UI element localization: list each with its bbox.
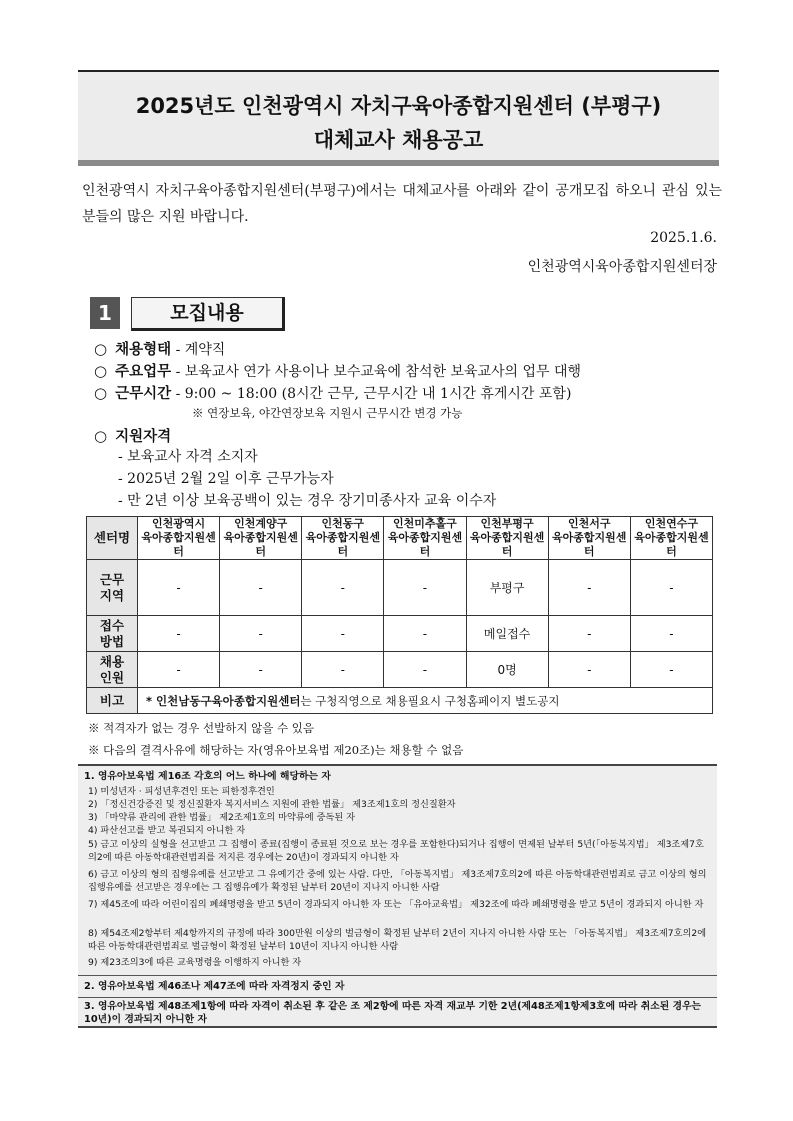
row-label: 근무 지역: [87, 560, 138, 616]
center-name: 인천광역시: [151, 517, 206, 530]
table-cell: -: [630, 616, 712, 652]
center-name: 인천미추홀구: [393, 517, 457, 530]
circle-bullet-icon: ○: [94, 340, 108, 358]
section-title: 모집내용: [131, 297, 285, 331]
issuer-name: 인천광역시육아종합지원센터장: [527, 259, 717, 275]
header-cell: [220, 517, 302, 560]
table-row: [87, 560, 713, 616]
table-cell: -: [138, 560, 220, 616]
divider: [78, 997, 717, 998]
table-cell: -: [384, 560, 466, 616]
table-cell: -: [384, 616, 466, 652]
table-cell: -: [548, 652, 630, 688]
header-cell: [466, 517, 548, 560]
table-cell: -: [220, 652, 302, 688]
item-work-hours: [94, 382, 571, 403]
center-name-suffix: 육아종합지원센터: [469, 531, 545, 558]
warning-note: ※ 다음의 결격사유에 해당하는 자(영유아보육법 제20조)는 채용할 수 없음: [88, 743, 464, 757]
header-cell: 센터명: [87, 517, 138, 560]
page-subtitle: 대체교사 채용공고: [313, 128, 484, 152]
disq-item: 6) 금고 이상의 형의 집행유예를 선고받고 그 유예기간 중에 있는 사람. 다만, 「아동복지법」 제3조제7호의2에 따른 아동학대관련범죄로 금고 이상의 형의 집행유예를 선고받은 경우에는 그 집행유예가 확정된 날부터 20년이 지나지 아니한 사람: [88, 869, 707, 893]
table-cell: -: [302, 652, 384, 688]
disq-item: 2) 「정신건강증진 및 정신질환자 복지서비스 지원에 관한 법률」 제3조제1호의 정신질환자: [88, 799, 456, 810]
center-name: 인천부평구: [480, 517, 534, 530]
table-cell: -: [220, 560, 302, 616]
table-remark-row: [87, 688, 713, 714]
qualification-item: - 2025년 2월 2일 이후 근무가능자: [118, 471, 334, 487]
disq-heading: 3. 영유아보육법 제48조제1항에 따라 자격이 취소된 후 같은 조 제2항에 따른 자격 재교부 기한 2년(제48조제1항제3호에 따라 취소된 경우는 10년)이 경과되지 아니한 자: [84, 1001, 702, 1025]
header-cell: [384, 517, 466, 560]
item-text: - 계약직: [171, 342, 226, 358]
center-name: 인천서구: [567, 517, 611, 530]
item-employment-type: [94, 338, 225, 359]
center-name-suffix: 육아종합지원센터: [305, 531, 380, 558]
table-cell: -: [220, 616, 302, 652]
table-cell: 메일접수: [466, 616, 548, 652]
disq-item: 4) 파산선고를 받고 복권되지 아니한 자: [88, 825, 246, 836]
table-cell: -: [630, 560, 712, 616]
center-name: 인천계양구: [234, 517, 288, 530]
header-cell: [630, 517, 712, 560]
table-cell: -: [548, 560, 630, 616]
item-label: 지원자격: [115, 429, 172, 445]
row-label: 접수 방법: [87, 616, 138, 652]
page-title: 2025년도 인천광역시 자치구육아종합지원센터 (부평구): [135, 94, 662, 118]
qualification-item: - 보육교사 자격 소지자: [118, 449, 258, 465]
table-row: [87, 616, 713, 652]
table-cell: -: [302, 616, 384, 652]
table-cell: -: [138, 652, 220, 688]
table-cell: -: [302, 560, 384, 616]
center-name-suffix: 육아종합지원센터: [552, 531, 627, 558]
disq-heading: 2. 영유아보육법 제46조나 제47조에 따라 자격정지 중인 자: [84, 981, 345, 992]
title-underline: [78, 160, 719, 166]
item-qualifications: [94, 425, 171, 446]
table-cell: 0명: [466, 652, 548, 688]
header-cell: [302, 517, 384, 560]
remark-cell: [138, 688, 713, 714]
header-cell: [138, 517, 220, 560]
row-label: 채용 인원: [87, 652, 138, 688]
center-name-suffix: 육아종합지원센터: [387, 531, 463, 558]
disq-item: 1) 미성년자 · 피성년후견인 또는 피한정후견인: [88, 786, 275, 797]
table-cell: -: [630, 652, 712, 688]
disq-heading: 1. 영유아보육법 제16조 각호의 어느 하나에 해당하는 자: [84, 771, 331, 782]
item-main-duty: [94, 360, 581, 381]
table-header-row: [87, 517, 713, 560]
divider: [78, 975, 717, 976]
center-name: 인천동구: [321, 517, 365, 530]
table-cell: -: [548, 616, 630, 652]
disq-item: 9) 제23조의3에 따른 교육명령을 이행하지 아니한 자: [88, 957, 302, 968]
disq-item: 7) 제45조에 따라 어린이집의 폐쇄명령을 받고 5년이 경과되지 아니한 자 또는 「유아교육법」 제32조에 따라 폐쇄명령을 받고 5년이 경과되지 아니한 자: [88, 899, 704, 910]
announcement-date: 2025.1.6.: [650, 230, 717, 246]
center-name-suffix: 육아종합지원센터: [223, 531, 298, 558]
intro-paragraph: 인천광역시 자치구육아종합지원센터(부평구)에서는 대체교사를 아래와 같이 공개모집 하오니 관심 있는 분들의 많은 지원 바랍니다.: [82, 183, 722, 225]
item-label: 채용형태: [115, 342, 172, 358]
recruitment-table: [86, 516, 713, 714]
circle-bullet-icon: ○: [94, 427, 108, 445]
table-row: [87, 652, 713, 688]
warning-note: ※ 적격자가 없는 경우 선발하지 않을 수 있음: [88, 721, 314, 735]
table-cell: -: [138, 616, 220, 652]
center-name: 인천연수구: [644, 517, 698, 530]
center-name-suffix: 육아종합지원센터: [634, 531, 709, 558]
section-number: 1: [90, 297, 120, 329]
disqualification-box: [78, 764, 717, 1028]
item-text: - 보육교사 연가 사용이나 보수교육에 참석한 보육교사의 업무 대행: [171, 364, 582, 380]
disq-item: 3) 「마약류 관리에 관한 법률」 제2조제1호의 마약류에 중독된 자: [88, 812, 355, 823]
center-name-suffix: 육아종합지원센터: [141, 531, 216, 558]
circle-bullet-icon: ○: [94, 362, 108, 380]
remark-text: 는 구청직영으로 채용필요시 구청홈페이지 별도공지: [300, 693, 560, 708]
disq-item: 5) 금고 이상의 실형을 선고받고 그 집행이 종료(집행이 종료된 것으로 보는 경우를 포함한다)되거나 집행이 면제된 날부터 5년(「아동복지법」 제3조제7호의2에 따른 아동학대관련범죄를 저지른 경우에는 20년)이 경과되지 아니한 자: [88, 839, 704, 863]
title-box: [78, 70, 719, 166]
item-label: 근무시간: [115, 386, 172, 402]
remark-highlight: * 인천남동구육아종합지원센터: [146, 693, 301, 708]
item-text: - 9:00 ~ 18:00 (8시간 근무, 근무시간 내 1시간 휴게시간 포함): [171, 386, 572, 402]
item-label: 주요업무: [115, 364, 172, 380]
table-cell: -: [384, 652, 466, 688]
header-cell: [548, 517, 630, 560]
disq-item: 8) 제54조제2항부터 제4항까지의 규정에 따라 300만원 이상의 벌금형이 확정된 날부터 2년이 지나지 아니한 사람 또는 「아동복지법」 제3조제7호의2에 따른 아동학대관련범죄로 벌금형이 확정된 날부터 10년이 지나지 아니한 사람: [88, 928, 707, 952]
work-hours-note: ※ 연장보육, 야간연장보육 지원시 근무시간 변경 가능: [192, 406, 463, 420]
qualification-item: - 만 2년 이상 보육공백이 있는 경우 장기미종사자 교육 이수자: [118, 493, 497, 509]
table-cell: 부평구: [466, 560, 548, 616]
row-label: 비고: [87, 688, 138, 714]
circle-bullet-icon: ○: [94, 384, 108, 402]
